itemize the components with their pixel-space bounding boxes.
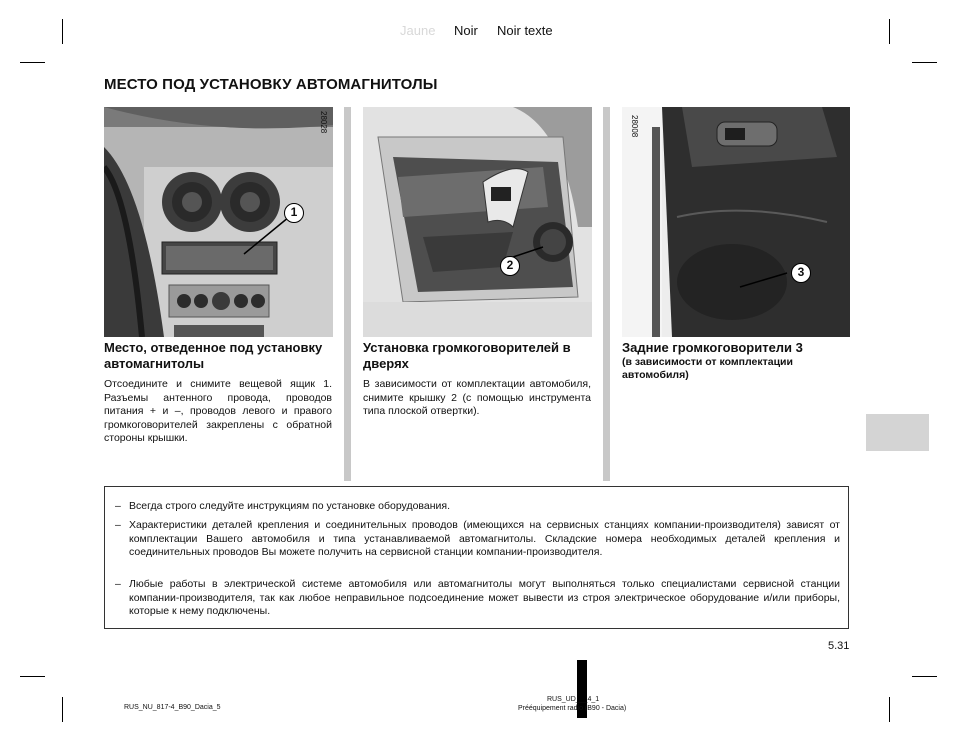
note-dash: –	[115, 578, 121, 590]
note-item	[115, 500, 840, 514]
column-separator	[344, 107, 351, 481]
dashboard-photo	[104, 107, 333, 337]
callout-3: 3	[791, 263, 811, 283]
crop-mark	[20, 62, 45, 63]
color-label-noir: Noir	[454, 23, 478, 38]
crop-mark	[20, 676, 45, 677]
section-tab	[866, 414, 929, 451]
column-3-subheading: (в зависимости от комплектации автомобиля)	[622, 356, 793, 381]
note-item	[115, 519, 840, 560]
note-text: Характеристики деталей крепления и соединительных проводов (имеющихся на сервисных станциях компании-производителя) зависят от комплектации Вашего автомобиля и типа устанавливаемой автомагнитолы. Складские номера необходимых деталей крепления и соединительных проводов Вы можете получить на сервисной станции компании-производителя.	[129, 519, 840, 559]
column-2-heading: Установка громкоговорителей в дверях	[363, 340, 571, 371]
note-dash: –	[115, 519, 121, 531]
color-label-noir-texte: Noir texte	[497, 23, 553, 38]
color-label-jaune: Jaune	[400, 23, 436, 38]
column-3-title: Задние громкоговорители 3	[622, 340, 803, 355]
column-2-body: В зависимости от комплектации автомобиля, снимите крышку 2 (с помощью инструмента типа плоской отвертки).	[363, 378, 591, 418]
crop-mark	[62, 697, 63, 722]
page-number: 5.31	[828, 640, 850, 652]
footer-file-name: RUS_NU_817-4_B90_Dacia_5	[124, 704, 221, 711]
note-dash: –	[115, 500, 121, 512]
crop-mark	[912, 62, 937, 63]
column-separator	[603, 107, 610, 481]
image-code: 28008	[630, 115, 639, 138]
crop-mark	[62, 19, 63, 44]
crop-mark	[889, 697, 890, 722]
footer-code: RUS_UD___4_1	[547, 696, 600, 703]
note-text: Всегда строго следуйте инструкциям по установке оборудования.	[129, 500, 450, 512]
front-door-photo	[363, 107, 592, 337]
crop-mark	[912, 676, 937, 677]
note-text: Любые работы в электрической системе автомобиля или автомагнитолы могут выполняться только специалистами сервисной станции компании-производителя, так как любое неправильное подсоединение может вывести из строя электрическое оборудование и/или приборы, которые к нему подключены.	[129, 578, 840, 618]
callout-2: 2	[500, 256, 520, 276]
note-item	[115, 578, 840, 619]
column-3-heading	[622, 340, 852, 382]
notes-box	[104, 486, 849, 629]
callout-1: 1	[284, 203, 304, 223]
image-code: 28028	[319, 111, 328, 134]
footer-title: Prééquipement radio (B90 - Dacia)	[518, 705, 627, 712]
page-title: МЕСТО ПОД УСТАНОВКУ АВТОМАГНИТОЛЫ	[104, 76, 438, 93]
crop-mark	[889, 19, 890, 44]
column-1-heading: Место, отведенное под установку автомагнитолы	[104, 340, 323, 371]
rear-door-photo	[622, 107, 850, 337]
column-1-body: Отсоедините и снимите вещевой ящик 1. Разъемы антенного провода, проводов питания + и –, проводов левого и правого громкоговорителей закреплены с обратной стороны крышки.	[104, 378, 332, 445]
